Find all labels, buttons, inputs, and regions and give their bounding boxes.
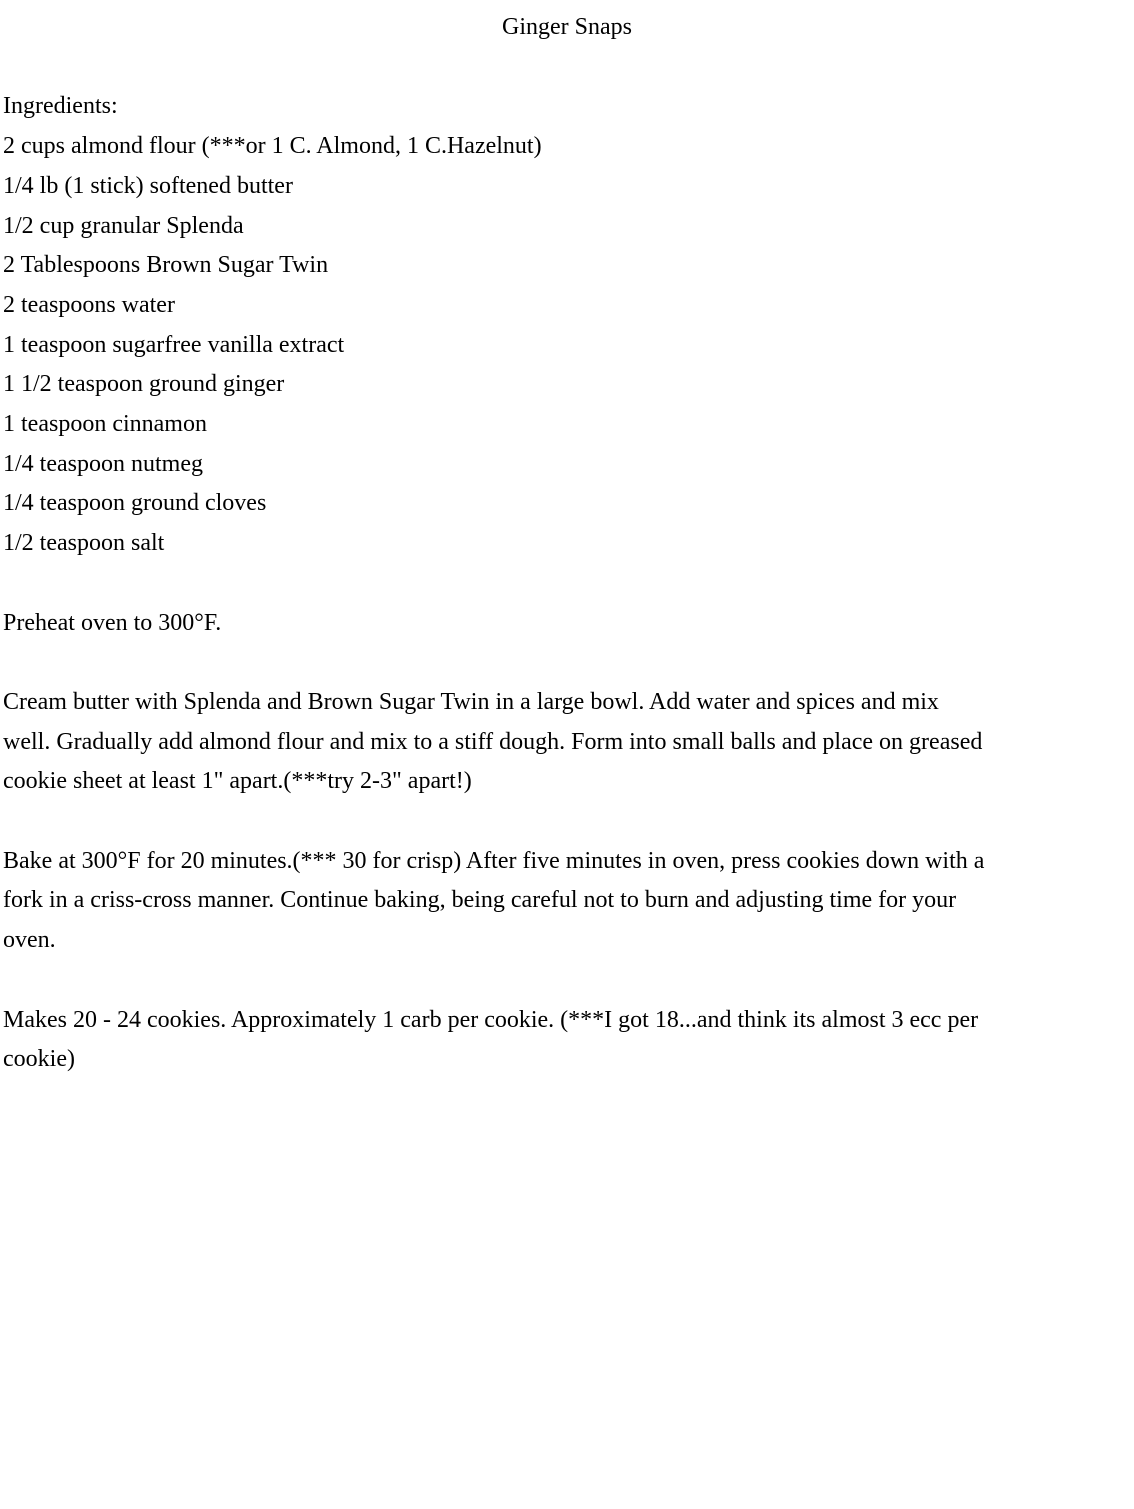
ingredients-heading: Ingredients: — [3, 93, 118, 120]
bake-step — [3, 842, 1131, 961]
cream-step — [3, 683, 1131, 802]
ingredient-item: 2 teaspoons water — [3, 291, 175, 318]
cream-step-line: Cream butter with Splenda and Brown Sugar Twin in a large bowl. Add water and spices and mix — [3, 688, 939, 715]
ingredient-item: 1/4 teaspoon nutmeg — [3, 450, 203, 477]
recipe-page — [3, 8, 1131, 1080]
yield-note-line: Makes 20 - 24 cookies. Approximately 1 carb per cookie. (***I got 18...and think its almost 3 ecc per — [3, 1006, 979, 1033]
recipe-title: Ginger Snaps — [502, 14, 632, 40]
ingredient-item: 1/4 lb (1 stick) softened butter — [3, 172, 293, 199]
ingredient-item: 2 cups almond flour (***or 1 C. Almond, 1 C.Hazelnut) — [3, 133, 542, 160]
cream-step-line: well. Gradually add almond flour and mix to a stiff dough. Form into small balls and place on greased — [3, 728, 983, 755]
spacer — [3, 48, 1131, 88]
spacer — [3, 564, 1131, 604]
bake-step-line: Bake at 300°F for 20 minutes.(*** 30 for crisp) After five minutes in oven, press cookies down with a — [3, 847, 985, 874]
spacer — [3, 802, 1131, 842]
ingredient-item: 1/2 cup granular Splenda — [3, 212, 244, 239]
spacer — [3, 643, 1131, 683]
bake-step-line: oven. — [3, 927, 56, 954]
ingredient-item: 1 teaspoon cinnamon — [3, 411, 207, 438]
ingredient-item: 2 Tablespoons Brown Sugar Twin — [3, 252, 329, 279]
ingredient-item: 1 teaspoon sugarfree vanilla extract — [3, 331, 345, 358]
ingredient-item: 1/4 teaspoon ground cloves — [3, 490, 267, 517]
preheat-step: Preheat oven to 300°F. — [3, 609, 222, 636]
yield-note-line: cookie) — [3, 1046, 75, 1073]
cream-step-line: cookie sheet at least 1" apart.(***try 2-3" apart!) — [3, 768, 472, 795]
ingredients-list — [3, 127, 1131, 564]
ingredient-item: 1/2 teaspoon salt — [3, 530, 165, 557]
yield-note — [3, 1001, 1131, 1080]
bake-step-line: fork in a criss-cross manner. Continue baking, being careful not to burn and adjusting time for your — [3, 887, 957, 914]
ingredient-item: 1 1/2 teaspoon ground ginger — [3, 371, 285, 398]
spacer — [3, 961, 1131, 1001]
